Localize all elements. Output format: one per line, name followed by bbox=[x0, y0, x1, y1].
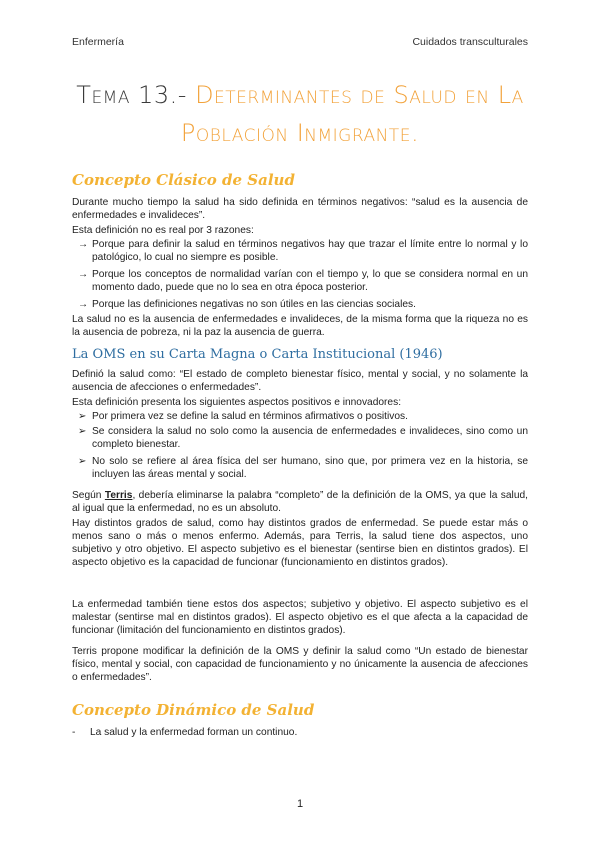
list-item bbox=[78, 410, 528, 423]
list-item-text: La salud y la enfermedad forman un continuo. bbox=[90, 727, 298, 738]
paragraph: Esta definición no es real por 3 razones: bbox=[72, 225, 254, 236]
list-item-text: Por primera vez se define la salud en términos afirmativos o positivos. bbox=[92, 411, 408, 422]
arrow-icon: → bbox=[78, 299, 89, 310]
title-prefix: Tema 13.- bbox=[76, 81, 187, 109]
list-item-text: No solo se refiere al área física del ser humano, sino que, por primera vez en la historia, se incluyen las áreas mental y social. bbox=[92, 456, 528, 480]
paragraph: Definió la salud como: “El estado de completo bienestar físico, mental y social, y no solamente la ausencia de afecciones o enfermedades”. bbox=[72, 369, 528, 393]
list-item bbox=[78, 238, 528, 264]
page-title bbox=[72, 76, 528, 152]
paragraph: Esta definición presenta los siguientes aspectos positivos e innovadores: bbox=[72, 397, 402, 408]
arrow-icon: → bbox=[78, 269, 89, 280]
paragraph: Durante mucho tiempo la salud ha sido definida en términos negativos: “salud es la ausencia de enfermedades e invalideces”. bbox=[72, 197, 528, 221]
heading-concepto-dinamico: Concepto Dinámico de Salud bbox=[72, 701, 315, 719]
page-number: 1 bbox=[296, 798, 304, 810]
list-item bbox=[78, 298, 528, 311]
paragraph bbox=[72, 489, 528, 515]
header-right: Cuidados transculturales bbox=[412, 36, 528, 48]
title-line1: Determinantes de Salud en La bbox=[186, 81, 524, 109]
title-line2: Población Inmigrante. bbox=[180, 119, 420, 147]
text-run: , debería eliminarse la palabra “completo” de la definición de la OMS, ya que la salud, al igual que la enfermedad, no es un absoluto. bbox=[72, 490, 528, 514]
list-item bbox=[78, 268, 528, 294]
heading-oms: La OMS en su Carta Magna o Carta Institucional (1946) bbox=[72, 347, 443, 362]
list-item bbox=[72, 726, 522, 739]
list-item bbox=[78, 425, 528, 451]
paragraph: La salud no es la ausencia de enfermedades e invalideces, de la misma forma que la riqueza no es la ausencia de pobreza, ni la paz la ausencia de guerra. bbox=[72, 314, 528, 338]
list-item-text: Porque para definir la salud en términos negativos hay que trazar el límite entre lo normal y lo patológico, lo cual no siempre es posible. bbox=[92, 239, 528, 263]
header-left: Enfermería bbox=[72, 36, 124, 48]
heading-concepto-clasico: Concepto Clásico de Salud bbox=[72, 171, 295, 189]
arrowhead-bullet-icon: ➢ bbox=[78, 411, 87, 422]
arrowhead-bullet-icon: ➢ bbox=[78, 426, 87, 437]
text-run: Según bbox=[72, 490, 105, 501]
list-item-text: Porque los conceptos de normalidad varían con el tiempo y, lo que se considera normal en un momento dado, puede que no lo sea en otra época posterior. bbox=[92, 269, 528, 293]
list-item-text: Porque las definiciones negativas no son útiles en las ciencias sociales. bbox=[92, 299, 416, 310]
arrow-icon: → bbox=[78, 239, 89, 250]
list-item-text: Se considera la salud no solo como la ausencia de enfermedades e invalideces, sino como un completo bienestar. bbox=[92, 426, 528, 450]
paragraph: La enfermedad también tiene estos dos aspectos; subjetivo y objetivo. El aspecto subjetivo es el malestar (sentirse mal en distintos grados). El aspecto objetivo es el que afecta a la capacidad de funcionar (limitación del funcionamiento en distintos grados). bbox=[72, 599, 528, 636]
paragraph: Hay distintos grados de salud, como hay distintos grados de enfermedad. Se puede estar más o menos sano o más o menos enfermo. Además, para Terris, la salud tiene dos aspectos, uno subjetivo y otro objetivo. El aspecto subjetivo es el bienestar (sentirse bien en distintos grados). El aspecto objetivo es la capacidad de funcionar (funcionamiento en distintos grados). bbox=[72, 518, 528, 568]
dash-bullet: - bbox=[72, 727, 76, 738]
arrowhead-bullet-icon: ➢ bbox=[78, 456, 87, 467]
author-terris: Terris bbox=[104, 490, 133, 501]
paragraph: Terris propone modificar la definición de la OMS y definir la salud como “Un estado de bienestar físico, mental y social, con capacidad de funcionamiento y no únicamente la ausencia de afecciones o enfermedades”. bbox=[72, 646, 528, 683]
list-item bbox=[78, 455, 528, 481]
